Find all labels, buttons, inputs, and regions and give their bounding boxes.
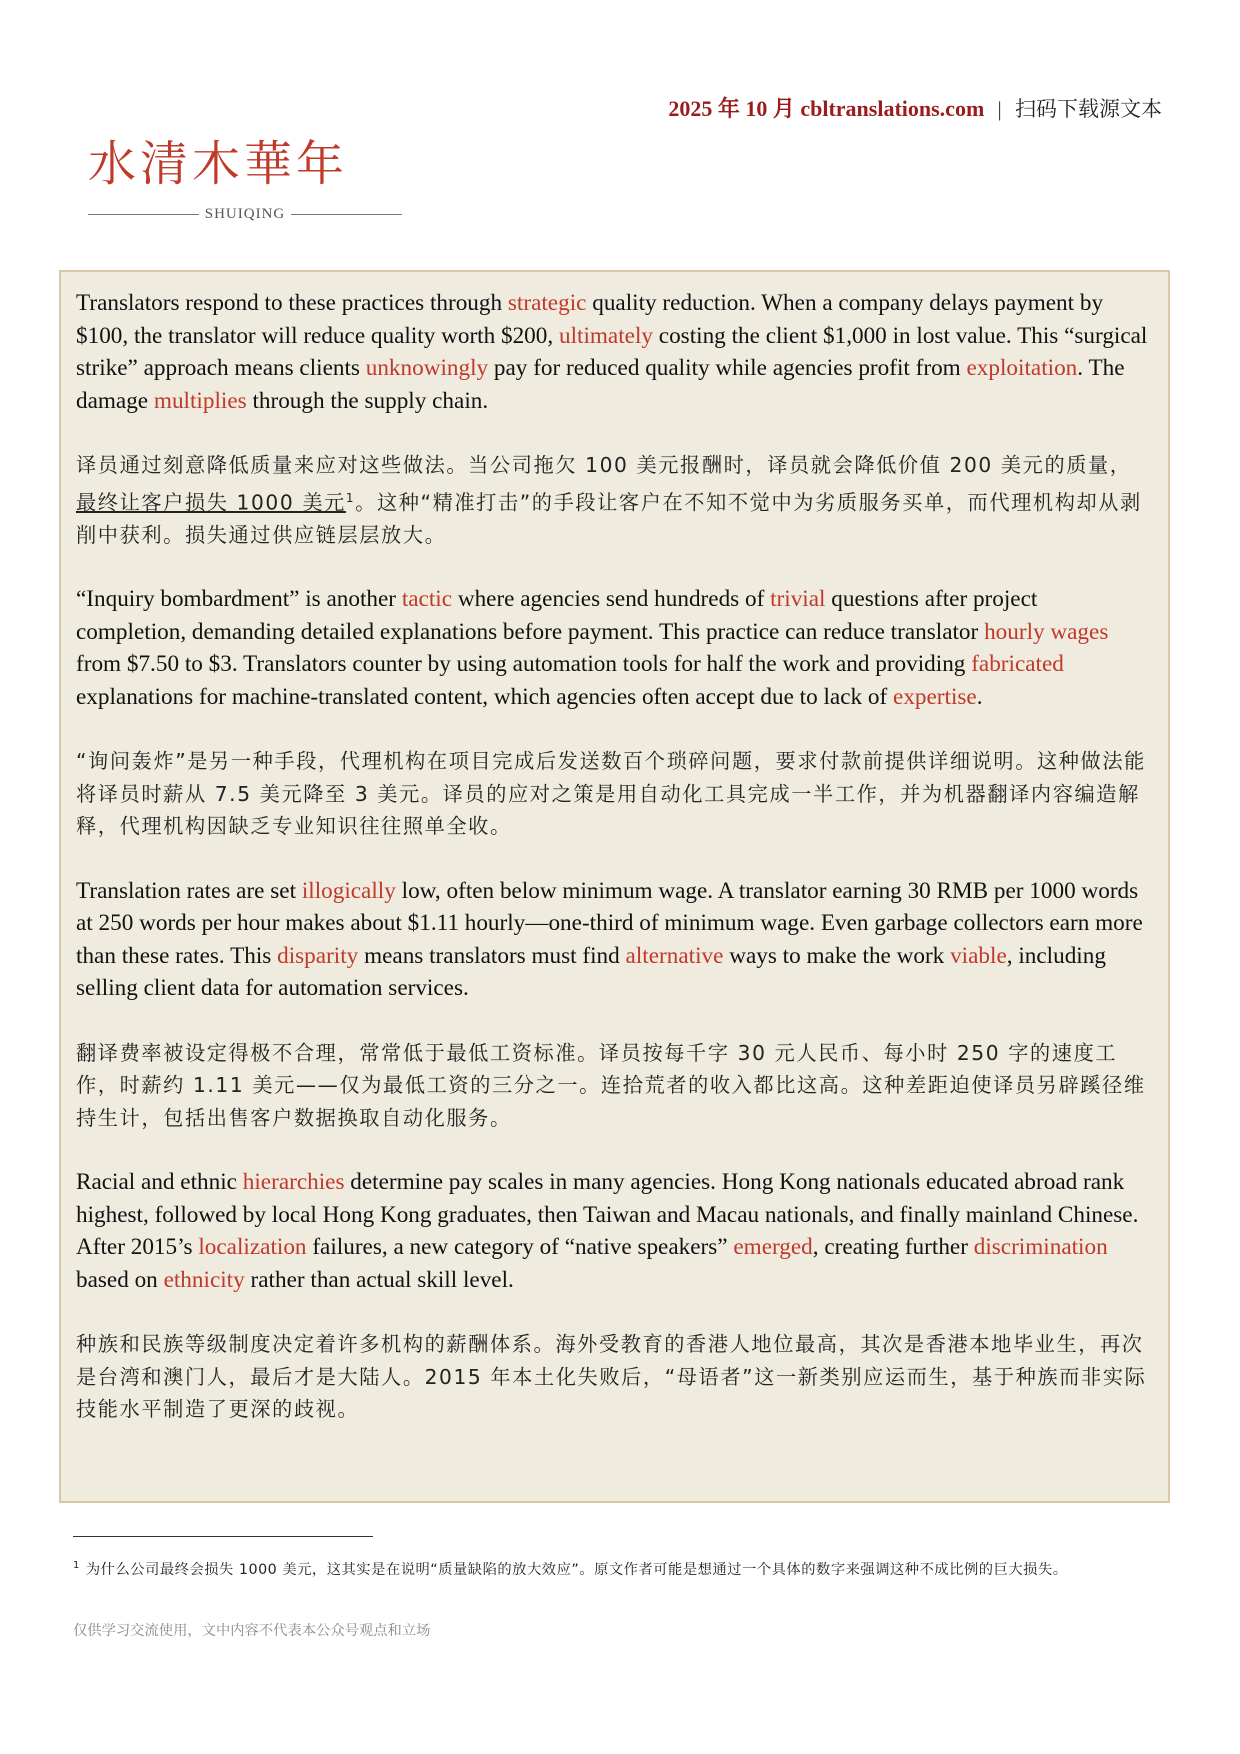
logo-chinese: 水清木華年 bbox=[88, 136, 349, 192]
paragraph-gap bbox=[76, 417, 1152, 449]
text-run: pay for reduced quality while agencies profit from bbox=[488, 355, 967, 381]
text-run: “Inquiry bombardment” is another bbox=[76, 586, 402, 613]
text-run: explanations for machine-translated content, which agencies often accept due to lack of bbox=[76, 683, 894, 710]
footnote-reference-mark: 1 bbox=[345, 490, 356, 505]
text-run: , creating further bbox=[812, 1234, 974, 1261]
highlighted-term: exploitation bbox=[966, 355, 1078, 381]
logo-rule-left bbox=[88, 214, 199, 215]
paragraph-gap bbox=[76, 1005, 1152, 1037]
highlighted-term: strategic bbox=[507, 290, 587, 316]
paragraph-en bbox=[76, 583, 1152, 713]
page-header bbox=[668, 92, 1162, 123]
highlighted-term: multiplies bbox=[153, 387, 247, 414]
paragraph-zh bbox=[76, 1328, 1152, 1426]
highlighted-term: emerged bbox=[733, 1234, 813, 1261]
paragraph-en bbox=[76, 1166, 1152, 1296]
text-run: Translators respond to these practices through bbox=[76, 290, 508, 316]
paragraph-gap bbox=[76, 1296, 1152, 1328]
highlighted-term: alternative bbox=[625, 942, 724, 969]
footnote-mark: 1 bbox=[73, 1560, 80, 1571]
highlighted-term: ethnicity bbox=[163, 1266, 245, 1293]
text-run: where agencies send hundreds of bbox=[452, 586, 771, 613]
highlighted-term: tactic bbox=[401, 586, 453, 613]
highlighted-term: localization bbox=[198, 1234, 307, 1261]
text-run: failures, a new category of “native speakers” bbox=[306, 1234, 734, 1261]
text-run: 译员通过刻意降低质量来应对这些做法。当公司拖欠 100 美元报酬时，译员就会降低价值 200 美元的质量， bbox=[76, 453, 1132, 477]
text-run: ways to make the work bbox=[723, 942, 951, 969]
disclaimer: 仅供学习交流使用，文中内容不代表本公众号观点和立场 bbox=[73, 1623, 431, 1639]
text-run: through the supply chain. bbox=[246, 387, 489, 414]
logo-subtitle bbox=[88, 206, 402, 223]
highlighted-term: illogically bbox=[301, 877, 396, 904]
text-run: low, often below minimum wage. A translator earning 30 RMB per 1000 words at 250 words per hour makes about $1.11 hourly—one-third of minimum wage. Even garbage collectors earn more than these rates. This bbox=[76, 877, 1143, 969]
text-run: . bbox=[976, 683, 983, 710]
paragraph-gap bbox=[76, 1134, 1152, 1166]
text-run: quality reduction. When a company delays payment by $100, the translator will reduce quality worth $200, bbox=[76, 290, 1104, 349]
footnote bbox=[73, 1553, 1163, 1583]
text-run: 。这种“精准打击”的手段让客户在不知不觉中为劣质服务买单，而代理机构却从剥削中获利。损失通过供应链层层放大。 bbox=[76, 490, 1142, 547]
logo-rule-right bbox=[291, 214, 402, 215]
content-box bbox=[59, 270, 1170, 1503]
text-run: means translators must find bbox=[358, 942, 626, 969]
highlighted-term: expertise bbox=[893, 683, 977, 710]
header-date-site: 2025 年 10 月 cbltranslations.com bbox=[668, 96, 985, 121]
text-run: questions after project completion, demanding detailed explanations before payment. This practice can reduce translator bbox=[76, 586, 1038, 645]
paragraph-gap bbox=[76, 551, 1152, 583]
paragraph-zh bbox=[76, 449, 1152, 551]
footnote-text: 为什么公司最终会损失 1000 美元，这其实是在说明“质量缺陷的放大效应”。原文作者可能是想通过一个具体的数字来强调这种不成比例的巨大损失。 bbox=[85, 1561, 1068, 1578]
footnote-reference-text: 最终让客户损失 1000 美元 bbox=[76, 490, 346, 515]
text-run: . The damage bbox=[76, 355, 1125, 414]
text-run: from $7.50 to $3. Translators counter by using automation tools for half the work and providing bbox=[76, 651, 972, 678]
header-download-text: 扫码下载源文本 bbox=[1015, 97, 1162, 121]
highlighted-term: ultimately bbox=[558, 322, 653, 349]
highlighted-term: viable bbox=[950, 942, 1007, 969]
logo-english: SHUIQING bbox=[204, 206, 286, 222]
paragraph-zh bbox=[76, 1037, 1152, 1135]
highlighted-term: trivial bbox=[770, 586, 826, 613]
highlighted-term: unknowingly bbox=[365, 355, 489, 381]
highlighted-term: disparity bbox=[277, 942, 359, 969]
shuiqing-logo bbox=[88, 136, 418, 223]
highlighted-term: hourly wages bbox=[984, 618, 1109, 645]
text-run: 种族和民族等级制度决定着许多机构的薪酬体系。海外受教育的香港人地位最高，其次是香港本地毕业生，再次是台湾和澳门人，最后才是大陆人。2015 年本土化失败后，“母语者”这一新类别应运而生，基于种族而非实际技能水平制造了更深的歧视。 bbox=[76, 1332, 1147, 1422]
paragraph-gap bbox=[76, 713, 1152, 745]
footnote-divider bbox=[73, 1536, 373, 1537]
highlighted-term: hierarchies bbox=[242, 1169, 345, 1196]
text-run: based on bbox=[76, 1266, 164, 1293]
text-run: Racial and ethnic bbox=[76, 1169, 243, 1196]
paragraph-en bbox=[76, 287, 1152, 417]
text-run: rather than actual skill level. bbox=[244, 1266, 514, 1293]
highlighted-term: discrimination bbox=[973, 1234, 1108, 1261]
highlighted-term: fabricated bbox=[971, 651, 1064, 678]
text-run: 翻译费率被设定得极不合理，常常低于最低工资标准。译员按每千字 30 元人民币、每小时 250 字的速度工作，时薪约 1.11 美元——仅为最低工资的三分之一。连拾荒者的收入都比这高。这种差距迫使译员另辟蹊径维持生计，包括出售客户数据换取自动化服务。 bbox=[76, 1040, 1146, 1130]
paragraph-en bbox=[76, 875, 1152, 1005]
text-run: costing the client $1,000 in lost value. This “surgical strike” approach means clients bbox=[76, 322, 1148, 381]
paragraph-gap bbox=[76, 843, 1152, 875]
paragraph-zh bbox=[76, 745, 1152, 843]
text-run: determine pay scales in many agencies. Hong Kong nationals educated abroad rank highest, followed by local Hong Kong graduates, then Taiwan and Macau nationals, and finally mainland Chinese. After 2015’s bbox=[76, 1169, 1139, 1261]
text-run: Translation rates are set bbox=[76, 877, 302, 904]
header-separator: | bbox=[997, 97, 1002, 121]
text-run: “询问轰炸”是另一种手段，代理机构在项目完成后发送数百个琐碎问题，要求付款前提供详细说明。这种做法能将译员时薪从 7.5 美元降至 3 美元。译员的应对之策是用自动化工具完成一半工作，并为机器翻译内容编造解释，代理机构因缺乏专业知识往往照单全收。 bbox=[76, 749, 1146, 839]
text-run: , including selling client data for automation services. bbox=[76, 942, 1106, 1002]
